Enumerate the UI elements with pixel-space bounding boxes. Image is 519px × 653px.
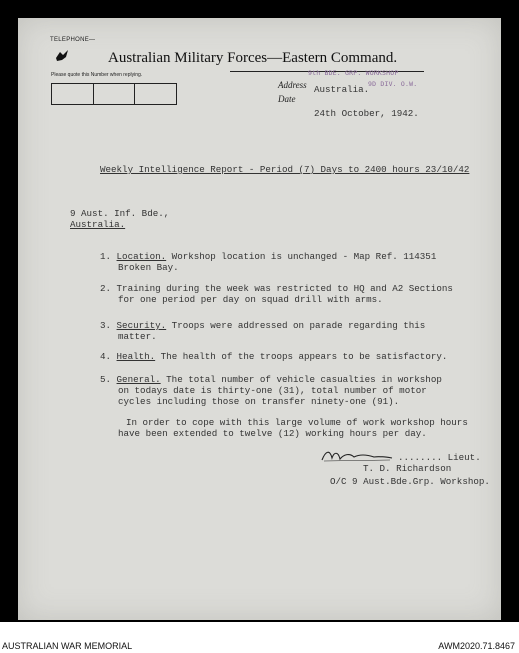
reference-number-boxes [51,83,177,105]
telephone-label: TELEPHONE— [50,37,96,43]
list-item-continuation: for one period per day on squad drill with arms. [118,294,383,305]
item-heading: Location. [116,251,167,262]
list-item: 5. General. The total number of vehicle casualties in workshop [100,374,442,385]
address-value: Australia. [314,84,370,95]
recipient-line2: Australia. [70,219,126,230]
coat-of-arms-icon [54,48,70,64]
list-item: 1. Location. Workshop location is unchanged - Map Ref. 114351 [100,251,437,262]
list-item-continuation: on todays date is thirty-one (31), total number of motor [118,385,427,396]
unit-stamp-line2: 9D DIV. O.W. [368,80,418,88]
signatory-name: T. D. Richardson [363,463,452,474]
address-label: Address [278,80,307,90]
footer-bar [0,622,519,653]
handwritten-signature [320,448,400,464]
list-item-continuation: matter. [118,331,157,342]
list-item: 4. Health. The health of the troops appears to be satisfactory. [100,351,448,362]
document-page [18,18,501,620]
signature-rank: ........ Lieut. [398,452,481,463]
recipient-line1: 9 Aust. Inf. Bde., [70,208,170,219]
paragraph-line2: have been extended to twelve (12) working hours per day. [118,428,427,439]
list-item-continuation: cycles including those on transfer ninety-one (91). [118,396,400,407]
date-value: 24th October, 1942. [314,108,419,119]
date-label: Date [278,94,296,104]
footer-accession: AWM2020.71.8467 [438,641,515,651]
unit-stamp-line1: 9th BDE. GRP. WORKSHOP [308,69,399,77]
signatory-title: O/C 9 Aust.Bde.Grp. Workshop. [330,476,490,487]
list-item: 3. Security. Troops were addressed on parade regarding this [100,320,426,331]
item-heading: Security. [116,320,167,331]
letterhead-title: Australian Military Forces—Eastern Command. [108,50,398,66]
list-item-continuation: Broken Bay. [118,262,179,273]
item-heading: General. [116,374,161,385]
footer-institution: AUSTRALIAN WAR MEMORIAL [2,641,133,651]
quote-number-note: Please quote this Number when replying. [51,72,143,78]
list-item: 2. Training during the week was restricted to HQ and A2 Sections [100,283,453,294]
report-title: Weekly Intelligence Report - Period (7) Days to 2400 hours 23/10/42 [100,164,470,175]
item-heading: Health. [116,351,156,362]
paragraph-line1: In order to cope with this large volume of work workshop hours [126,417,468,428]
